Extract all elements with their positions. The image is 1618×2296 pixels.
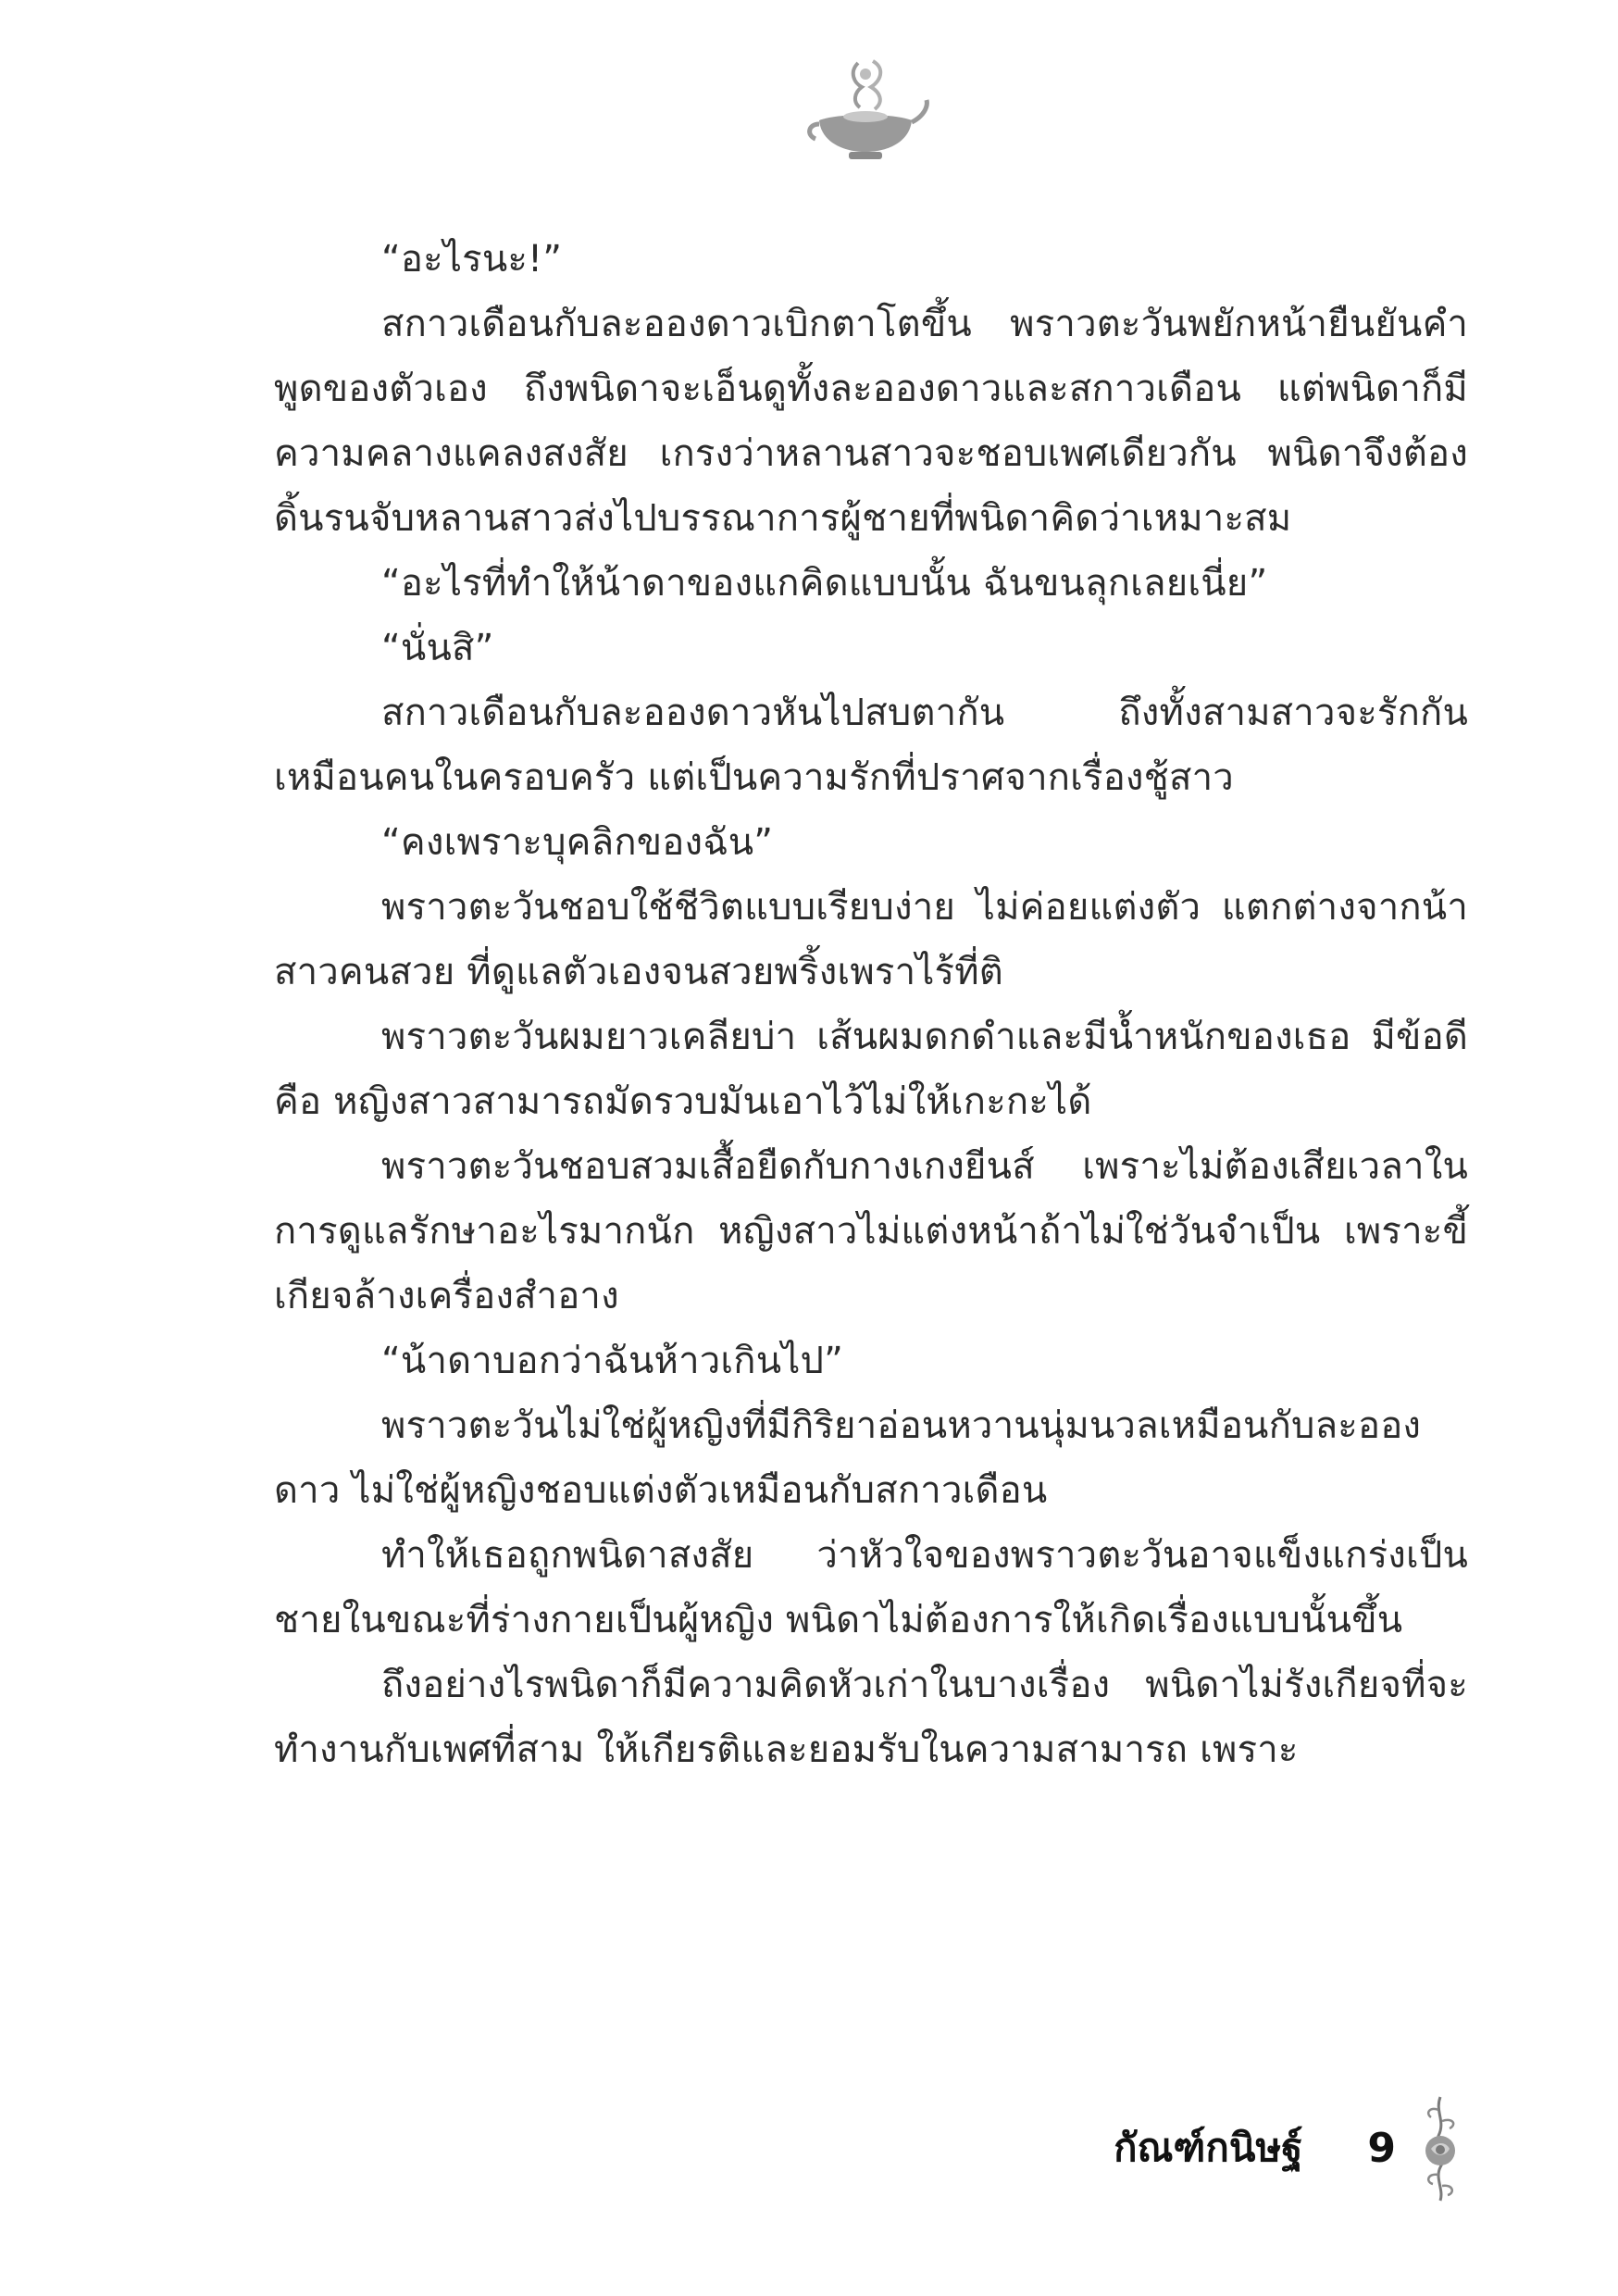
paragraph: ทำให้เธอถูกพนิดาสงสัย ว่าหัวใจของพราวตะวันอาจแข็งแกร่งเป็นชายในขณะที่ร่างกายเป็นผู้หญิง พนิดาไม่ต้องการให้เกิดเรื่องแบบนั้นขึ้น (274, 1534, 1468, 1641)
paragraph: “คงเพราะบุคลิกของฉัน” (381, 821, 774, 864)
paragraph: ถึงอย่างไรพนิดาก็มีความคิดหัวเก่าในบางเรื่อง พนิดาไม่รังเกียจที่จะทำงานกับเพศที่สาม ให้เกียรติและยอมรับในความสามารถ เพราะ (274, 1664, 1468, 1771)
paragraph: พราวตะวันชอบใช้ชีวิตแบบเรียบง่าย ไม่ค่อยแต่งตัว แตกต่างจากน้าสาวคนสวย ที่ดูแลตัวเองจนสวยพริ้งเพราไร้ที่ติ (274, 886, 1468, 993)
page-footer (1114, 2102, 1470, 2194)
paragraph: “น้าดาบอกว่าฉันห้าวเกินไป” (381, 1340, 844, 1382)
magic-lamp-ornament-icon (801, 56, 930, 167)
paragraph: พราวตะวันผมยาวเคลียบ่า เส้นผมดกดำและมีน้ำหนักของเธอ มีข้อดีคือ หญิงสาวสามารถมัดรวบมันเอาไว้ไม่ให้เกะกะได้ (274, 1016, 1468, 1123)
author-name: กัณฑ์กนิษฐ์ (1114, 2125, 1303, 2170)
paragraph: สกาวเดือนกับละอองดาวเบิกตาโตขึ้น พราวตะวันพยักหน้ายืนยันคำพูดของตัวเอง ถึงพนิดาจะเอ็นดูทั้งละอองดาวและสกาวเดือน แต่พนิดาก็มีความคลางแคลงสงสัย เกรงว่าหลานสาวจะชอบเพศเดียวกัน พนิดาจึงต้องดิ้นรนจับหลานสาวส่งไปบรรณาการผู้ชายที่พนิดาคิดว่าเหมาะสม (274, 303, 1468, 540)
rose-vine-ornament-icon (1411, 2093, 1470, 2202)
paragraph: สกาวเดือนกับละอองดาวหันไปสบตากัน ถึงทั้งสามสาวจะรักกันเหมือนคนในครอบครัว แต่เป็นความรักที่ปราศจากเรื่องชู้สาว (274, 692, 1468, 799)
paragraph: พราวตะวันชอบสวมเสื้อยืดกับกางเกงยีนส์ เพราะไม่ต้องเสียเวลาในการดูแลรักษาอะไรมากนัก หญิงสาวไม่แต่งหน้าถ้าไม่ใช่วันจำเป็น เพราะขี้เกียจล้างเครื่องสำอาง (274, 1145, 1468, 1317)
page-number: 9 (1367, 2124, 1396, 2172)
body-text (274, 227, 1468, 1782)
paragraph: “นั่นสิ” (381, 627, 494, 669)
paragraph: “อะไรนะ!” (381, 238, 563, 281)
paragraph: พราวตะวันไม่ใช่ผู้หญิงที่มีกิริยาอ่อนหวานนุ่มนวลเหมือนกับละอองดาว ไม่ใช่ผู้หญิงชอบแต่งตัวเหมือนกับสกาวเดือน (274, 1404, 1422, 1512)
paragraph: “อะไรที่ทำให้น้าดาของแกคิดแบบนั้น ฉันขนลุกเลยเนี่ย” (381, 562, 1268, 605)
